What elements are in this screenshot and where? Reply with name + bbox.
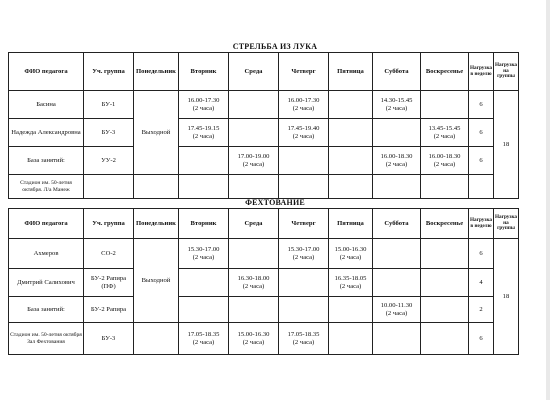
friday-cell: 16.35-18.05 (2 часа): [329, 269, 373, 297]
header-group-load: Нагрузка на группы: [493, 53, 518, 91]
friday-cell: [329, 91, 373, 119]
wednesday-cell: [229, 119, 279, 147]
header-group: Уч. группа: [84, 53, 134, 91]
header-monday: Понедельник: [134, 53, 179, 91]
tuesday-cell: 17.05-18.35 (2 часа): [179, 323, 229, 355]
group-cell: УУ-2: [84, 147, 134, 175]
table-row: [9, 239, 519, 269]
wednesday-cell: 15.00-16.30 (2 часа): [229, 323, 279, 355]
sunday-cell: [421, 91, 469, 119]
friday-cell: [329, 147, 373, 175]
header-teacher: ФИО педагога: [9, 209, 84, 239]
tuesday-cell: [179, 147, 229, 175]
header-wednesday: Среда: [229, 209, 279, 239]
saturday-cell: 14.30-15.45 (2 часа): [373, 91, 421, 119]
table-row: [9, 119, 519, 147]
header-thursday: Четверг: [279, 53, 329, 91]
monday-cell: Выходной: [134, 91, 179, 175]
weekly-load-cell: 2: [469, 297, 494, 323]
table-row: [9, 323, 519, 355]
group-cell: БУ-2 Рапира (ПФ): [84, 269, 134, 297]
header-sunday: Воскресенье: [421, 53, 469, 91]
group-cell: БУ-3: [84, 323, 134, 355]
fencing-schedule-table: [8, 208, 519, 355]
weekly-load-cell: 6: [469, 323, 494, 355]
header-friday: Пятница: [329, 209, 373, 239]
thursday-cell: 16.00-17.30 (2 часа): [279, 91, 329, 119]
thursday-cell: [279, 147, 329, 175]
weekly-load-cell: 6: [469, 119, 494, 147]
teacher-name: Басина: [9, 91, 84, 119]
header-friday: Пятница: [329, 53, 373, 91]
saturday-cell: [373, 323, 421, 355]
table-row: [9, 175, 519, 199]
header-tuesday: Вторник: [179, 53, 229, 91]
header-sunday: Воскресенье: [421, 209, 469, 239]
tuesday-cell: 15.30-17.00 (2 часа): [179, 239, 229, 269]
table-header-row: [9, 209, 519, 239]
sunday-cell: [421, 323, 469, 355]
wednesday-cell: [229, 297, 279, 323]
table-row: [9, 91, 519, 119]
tuesday-cell: 17.45-19.15 (2 часа): [179, 119, 229, 147]
weekly-load-cell: 4: [469, 269, 494, 297]
wednesday-cell: 16.30-18.00 (2 часа): [229, 269, 279, 297]
header-thursday: Четверг: [279, 209, 329, 239]
saturday-cell: [373, 119, 421, 147]
sunday-cell: [421, 239, 469, 269]
teacher-name: Ахмеров: [9, 239, 84, 269]
header-group: Уч. группа: [84, 209, 134, 239]
table-row: [9, 269, 519, 297]
sunday-cell: 13.45-15.45 (2 часа): [421, 119, 469, 147]
group-load-total: 18: [493, 239, 518, 355]
header-saturday: Суббота: [373, 53, 421, 91]
friday-cell: [329, 119, 373, 147]
tuesday-cell: [179, 269, 229, 297]
saturday-cell: 10.00-11.30 (2 часа): [373, 297, 421, 323]
friday-cell: [329, 297, 373, 323]
group-cell: БУ-1: [84, 91, 134, 119]
thursday-cell: 17.05-18.35 (2 часа): [279, 323, 329, 355]
section-title-fencing: ФЕХТОВАНИЕ: [245, 198, 305, 207]
group-cell: БУ-2 Рапира: [84, 297, 134, 323]
thursday-cell: 15.30-17.00 (2 часа): [279, 239, 329, 269]
weekly-load-cell: 6: [469, 239, 494, 269]
group-load-total: 18: [493, 91, 518, 199]
monday-cell: Выходной: [134, 239, 179, 323]
base-label: База занятий:: [9, 297, 84, 323]
thursday-cell: [279, 269, 329, 297]
base-label: База занятий:: [9, 147, 84, 175]
venue-cell: Стадион им. 50-летия октября Зал Фехтования: [9, 323, 84, 355]
table-row: [9, 297, 519, 323]
header-wednesday: Среда: [229, 53, 279, 91]
saturday-cell: [373, 269, 421, 297]
tuesday-cell: 16.00-17.30 (2 часа): [179, 91, 229, 119]
header-saturday: Суббота: [373, 209, 421, 239]
header-group-load: Нагрузка на группы: [493, 209, 518, 239]
thursday-cell: [279, 297, 329, 323]
thursday-cell: 17.45-19.40 (2 часа): [279, 119, 329, 147]
archery-schedule-table: [8, 52, 519, 199]
sunday-cell: [421, 269, 469, 297]
table-row: [9, 147, 519, 175]
weekly-load-cell: 6: [469, 91, 494, 119]
group-cell: БУ-3: [84, 119, 134, 147]
wednesday-cell: [229, 239, 279, 269]
header-monday: Понедельник: [134, 209, 179, 239]
header-weekly-load: Нагрузка в неделю: [469, 53, 494, 91]
header-tuesday: Вторник: [179, 209, 229, 239]
saturday-cell: [373, 239, 421, 269]
group-cell: СО-2: [84, 239, 134, 269]
sunday-cell: 16.00-18.30 (2 часа): [421, 147, 469, 175]
tuesday-cell: [179, 297, 229, 323]
wednesday-cell: 17.00-19.00 (2 часа): [229, 147, 279, 175]
saturday-cell: 16.00-18.30 (2 часа): [373, 147, 421, 175]
wednesday-cell: [229, 91, 279, 119]
header-weekly-load: Нагрузка в неделю: [469, 209, 494, 239]
weekly-load-cell: 6: [469, 147, 494, 175]
friday-cell: 15.00-16.30 (2 часа): [329, 239, 373, 269]
header-teacher: ФИО педагога: [9, 53, 84, 91]
venue-cell: Стадион им. 50-летия октября. Л/а Манеж: [9, 175, 84, 199]
sunday-cell: [421, 297, 469, 323]
section-title-archery: СТРЕЛЬБА ИЗ ЛУКА: [232, 42, 318, 51]
teacher-name: Надежда Александровна: [9, 119, 84, 147]
teacher-name: Дмитрий Салихович: [9, 269, 84, 297]
table-header-row: [9, 53, 519, 91]
friday-cell: [329, 323, 373, 355]
